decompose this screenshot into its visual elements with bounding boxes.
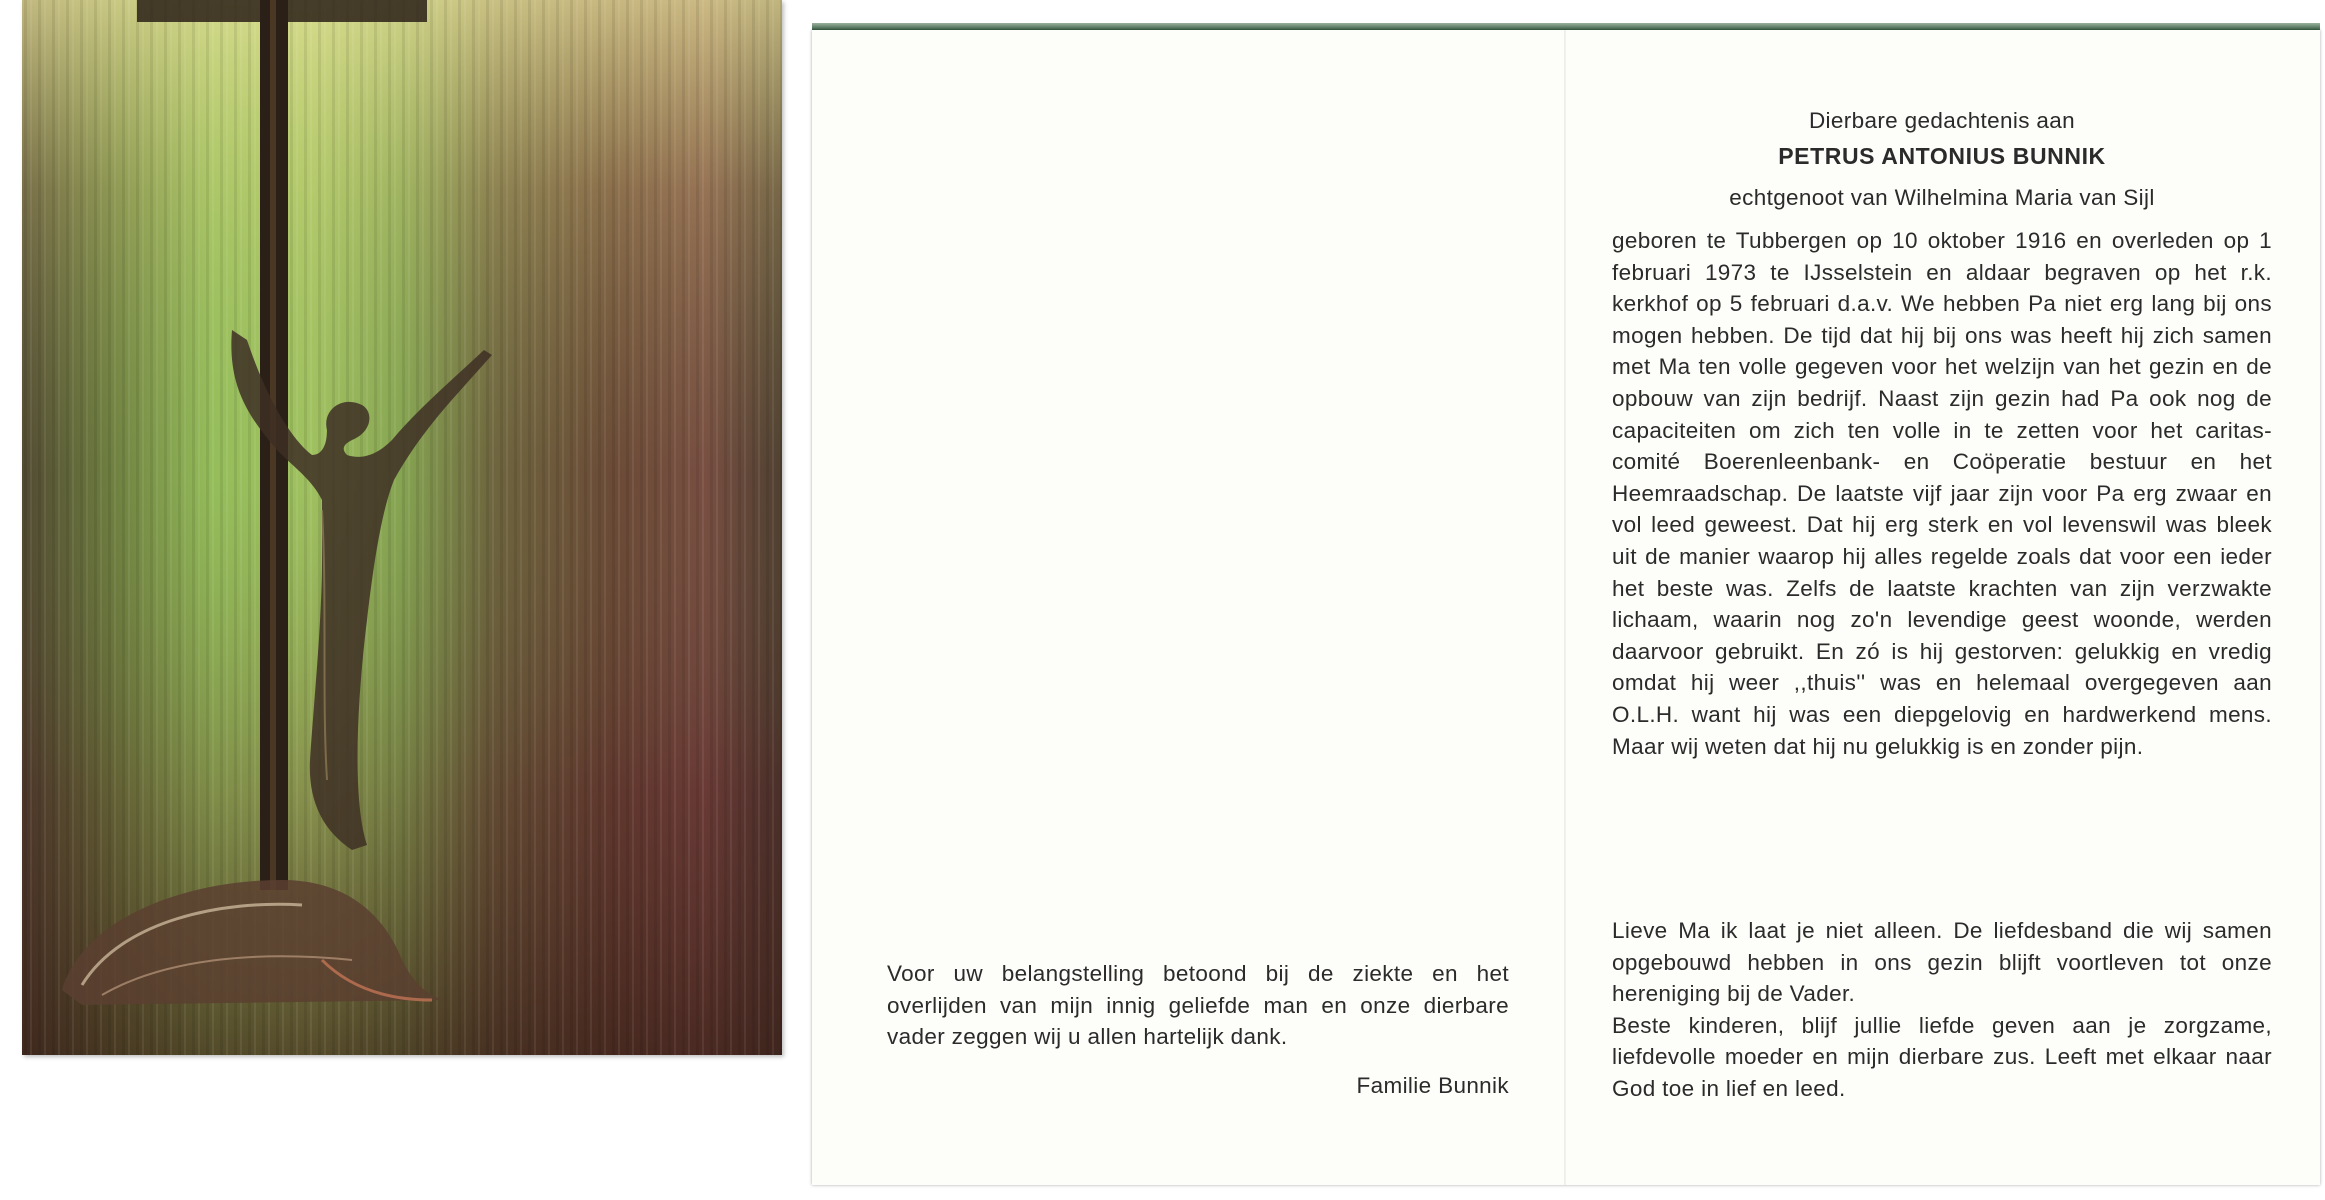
biography-text: geboren te Tubbergen op 10 oktober 1916 en overleden op 1 februari 1973 te IJsselstein en aldaar begraven op het r.k. kerkhof op 5 februari d.a.v. We hebben Pa niet erg lang bij ons mogen hebben. De tijd dat hij bij ons was heeft hij zich samen met Ma ten volle gegeven voor het welzijn van het gezin en de opbouw van zijn bedrijf. Naast zijn gezin had Pa ook nog de capaciteiten om zich ten volle in te zetten voor het caritas-comité Boerenleenbank- en Coöperatie bestuur en het Heemraadschap. De laatste vijf jaar zijn voor Pa erg zwaar en vol leed geweest. Dat hij erg sterk en vol levenswil was bleek uit de manier waarop hij alles regelde zoals dat voor een ieder het beste was. Zelfs de laatste krachten van zijn verzwakte lichaam, waarin nog zo'n levendige geest woonde, werden daarvoor gebruikt. En zó is hij gestorven: gelukkig en vredig omdat hij weer ,,thuis'' was en helemaal overgegeven aan O.L.H. want hij was een diepgelovig en hardwerkend mens. Maar wij weten dat hij nu gelukkig is en zonder pijn. xyxy=(1612,228,2272,759)
farewell-to-wife: Lieve Ma ik laat je niet alleen. De liefdesband die wij samen opgebouwd hebben in ons gezin blijft voortleven tot onze hereniging bij de Vader. xyxy=(1612,918,2272,1007)
memorial-card xyxy=(812,30,2320,1185)
thanks-signature: Familie Bunnik xyxy=(1356,1073,1509,1098)
deceased-name: PETRUS ANTONIUS BUNNIK xyxy=(1778,143,2106,169)
painting-crucifix-figure xyxy=(22,0,782,1055)
thanks-message: Voor uw belangstelling betoond bij de ziekte en het overlijden van mijn innig geliefde man en onze dierbare vader zeggen wij u allen hartelijk dank. xyxy=(887,961,1509,1050)
card-fold-line xyxy=(1564,30,1566,1185)
farewell-section xyxy=(1612,915,2272,1105)
farewell-to-children: Beste kinderen, blijf jullie liefde geven aan je zorgzame, liefdevolle moeder en mijn dierbare zus. Leeft met elkaar naar God toe in lief en leed. xyxy=(1612,1012,2272,1101)
devotional-painting xyxy=(22,0,782,1055)
memorial-intro: Dierbare gedachtenis aan xyxy=(1808,108,2076,133)
spouse-line: echtgenoot van Wilhelmina Maria van Sijl xyxy=(1729,185,2155,210)
